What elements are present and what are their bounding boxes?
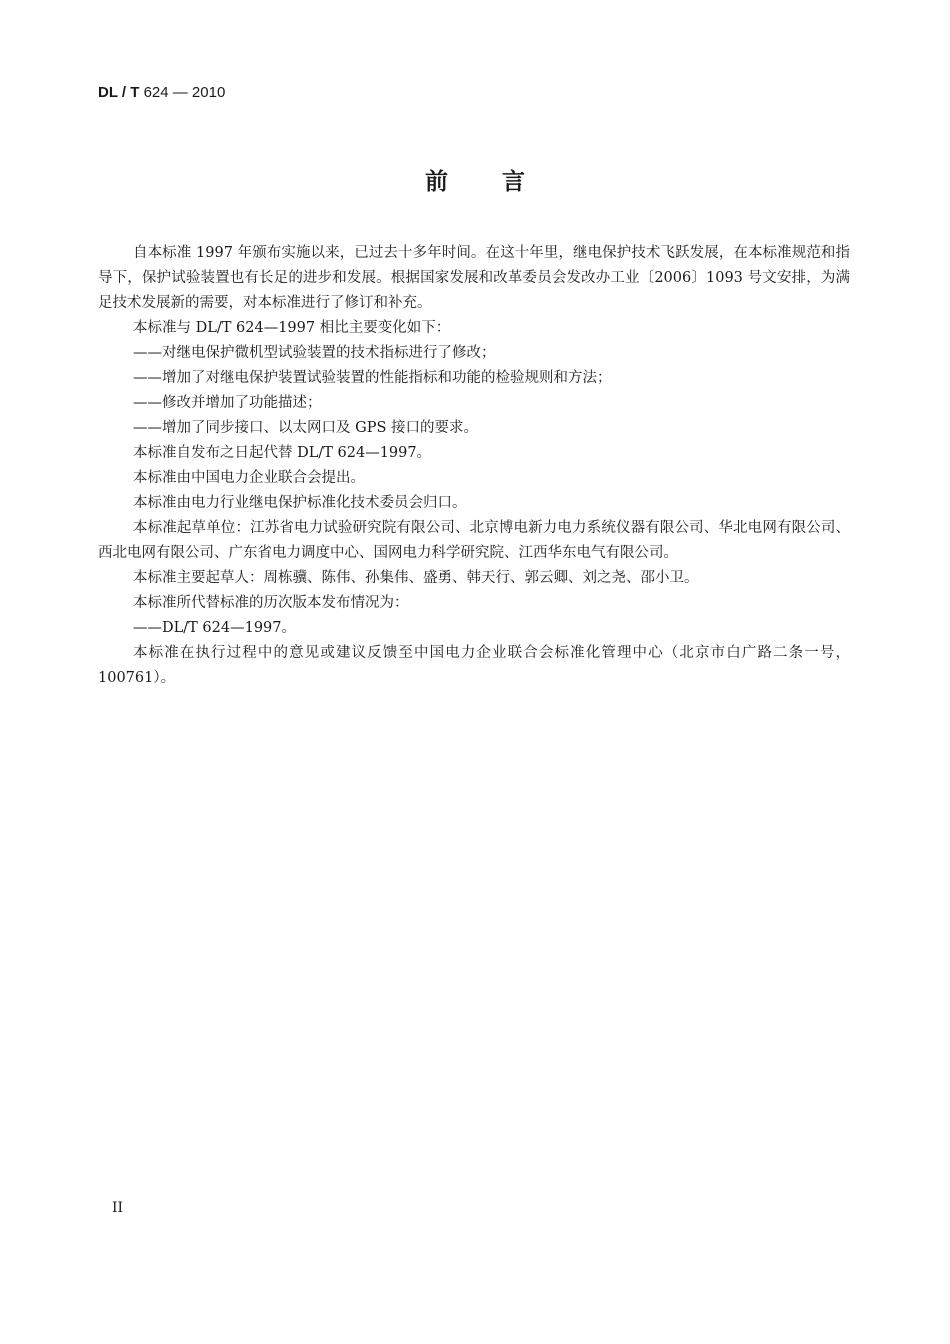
paragraph-history-heading: 本标准所代替标准的历次版本发布情况为： xyxy=(133,595,409,611)
paragraph-changes-heading: 本标准与 DL/T 624—1997 相比主要变化如下： xyxy=(133,320,451,336)
foreword-body xyxy=(98,241,850,691)
paragraph-feedback: 本标准在执行过程中的意见或建议反馈至中国电力企业联合会标准化管理中心（北京市白广路二条一号，100761）。 xyxy=(98,645,850,686)
paragraph-history-item: ——DL/T 624—1997。 xyxy=(133,620,296,636)
paragraph-proposed-by: 本标准由中国电力企业联合会提出。 xyxy=(133,470,365,486)
paragraph-change-item: ——修改并增加了功能描述； xyxy=(133,395,322,411)
paragraph-change-item: ——增加了对继电保护装置试验装置的性能指标和功能的检验规则和方法； xyxy=(133,370,612,386)
paragraph-centralized-by: 本标准由电力行业继电保护标准化技术委员会归口。 xyxy=(133,495,467,511)
paragraph-change-item: ——对继电保护微机型试验装置的技术指标进行了修改； xyxy=(133,345,496,361)
paragraph-replaces: 本标准自发布之日起代替 DL/T 624—1997。 xyxy=(133,445,432,461)
page-title: 前言 xyxy=(425,169,579,195)
standard-number xyxy=(98,84,225,101)
standard-number-value: 624 — 2010 xyxy=(143,84,226,101)
paragraph-change-item: ——增加了同步接口、以太网口及 GPS 接口的要求。 xyxy=(133,420,478,436)
paragraph-drafting-units: 本标准起草单位：江苏省电力试验研究院有限公司、北京博电新力电力系统仪器有限公司、华北电网有限公司、西北电网有限公司、广东省电力调度中心、国网电力科学研究院、江西华东电气有限公司。 xyxy=(98,520,850,561)
page-number: II xyxy=(112,1200,124,1216)
paragraph-drafters: 本标准主要起草人：周栋骥、陈伟、孙集伟、盛勇、韩天行、郭云卿、刘之尧、邵小卫。 xyxy=(133,570,699,586)
standard-code: DL / T xyxy=(98,84,140,101)
paragraph-intro: 自本标准 1997 年颁布实施以来，已过去十多年时间。在这十年里，继电保护技术飞跃发展，在本标准规范和指导下，保护试验装置也有长足的进步和发展。根据国家发展和改革委员会发改办工业〔2006〕1093 号文安排，为满足技术发展新的需要，对本标准进行了修订和补充。 xyxy=(98,245,850,311)
